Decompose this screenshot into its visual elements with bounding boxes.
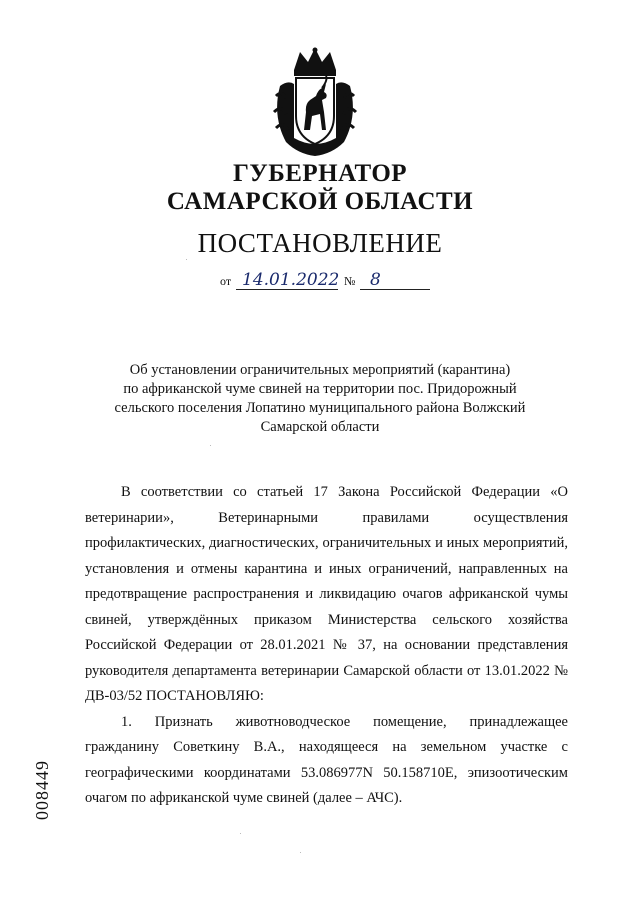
document-type-title: ПОСТАНОВЛЕНИЕ xyxy=(197,228,443,258)
decree-body xyxy=(85,480,568,812)
title-line: Самарской области xyxy=(260,419,380,435)
title-line: Об установлении ограничительных мероприятий (карантина) xyxy=(129,362,511,378)
clause-1-paragraph: 1. Признать животноводческое помещение, принадлежащее гражданину Советкину В.А., находящееся на земельном участке с географическими координатами 53.086977N 50.158710E, эпизоотическим очагом по африканской чуме свиней (далее – АЧС). xyxy=(85,713,568,806)
date-number-line xyxy=(220,270,450,292)
title-line: по африканской чуме свиней на территории пос. Придорожный xyxy=(123,381,517,397)
margin-serial-number: 008449 xyxy=(32,760,52,820)
samara-coat-of-arms-icon xyxy=(272,46,358,158)
number-label: № xyxy=(344,274,356,288)
decree-subject-title xyxy=(0,361,640,437)
preamble-paragraph: В соответствии со статьей 17 Закона Российской Федерации «О ветеринарии», Ветеринарными правилами осуществления профилактических, диагностических, ограничительных и иных мероприятий, установления и отмены карантина и иных ограничений, направленных на предотвращение распространения и ликвидацию очагов африканской чумы свиней, утверждённых приказом Министерства сельского хозяйства Российской Федерации от 28.01.2021 № 37, на основании представления руководителя департамента ветеринарии Самарской области от 13.01.2022 № ДВ-03/52 ПОСТАНОВЛЯЮ: xyxy=(85,484,568,704)
title-line: сельского поселения Лопатино муниципального района Волжский xyxy=(114,400,526,416)
authority-title-line2: САМАРСКОЙ ОБЛАСТИ xyxy=(166,188,474,215)
authority-title-line1: ГУБЕРНАТОР xyxy=(232,160,408,187)
scan-speck xyxy=(300,852,301,853)
handwritten-date: 14.01.2022 xyxy=(242,270,340,290)
handwritten-number: 8 xyxy=(370,270,381,290)
scan-speck xyxy=(240,833,241,834)
scan-speck xyxy=(186,259,187,260)
scan-speck xyxy=(210,445,211,446)
date-from-label: от xyxy=(220,274,232,288)
